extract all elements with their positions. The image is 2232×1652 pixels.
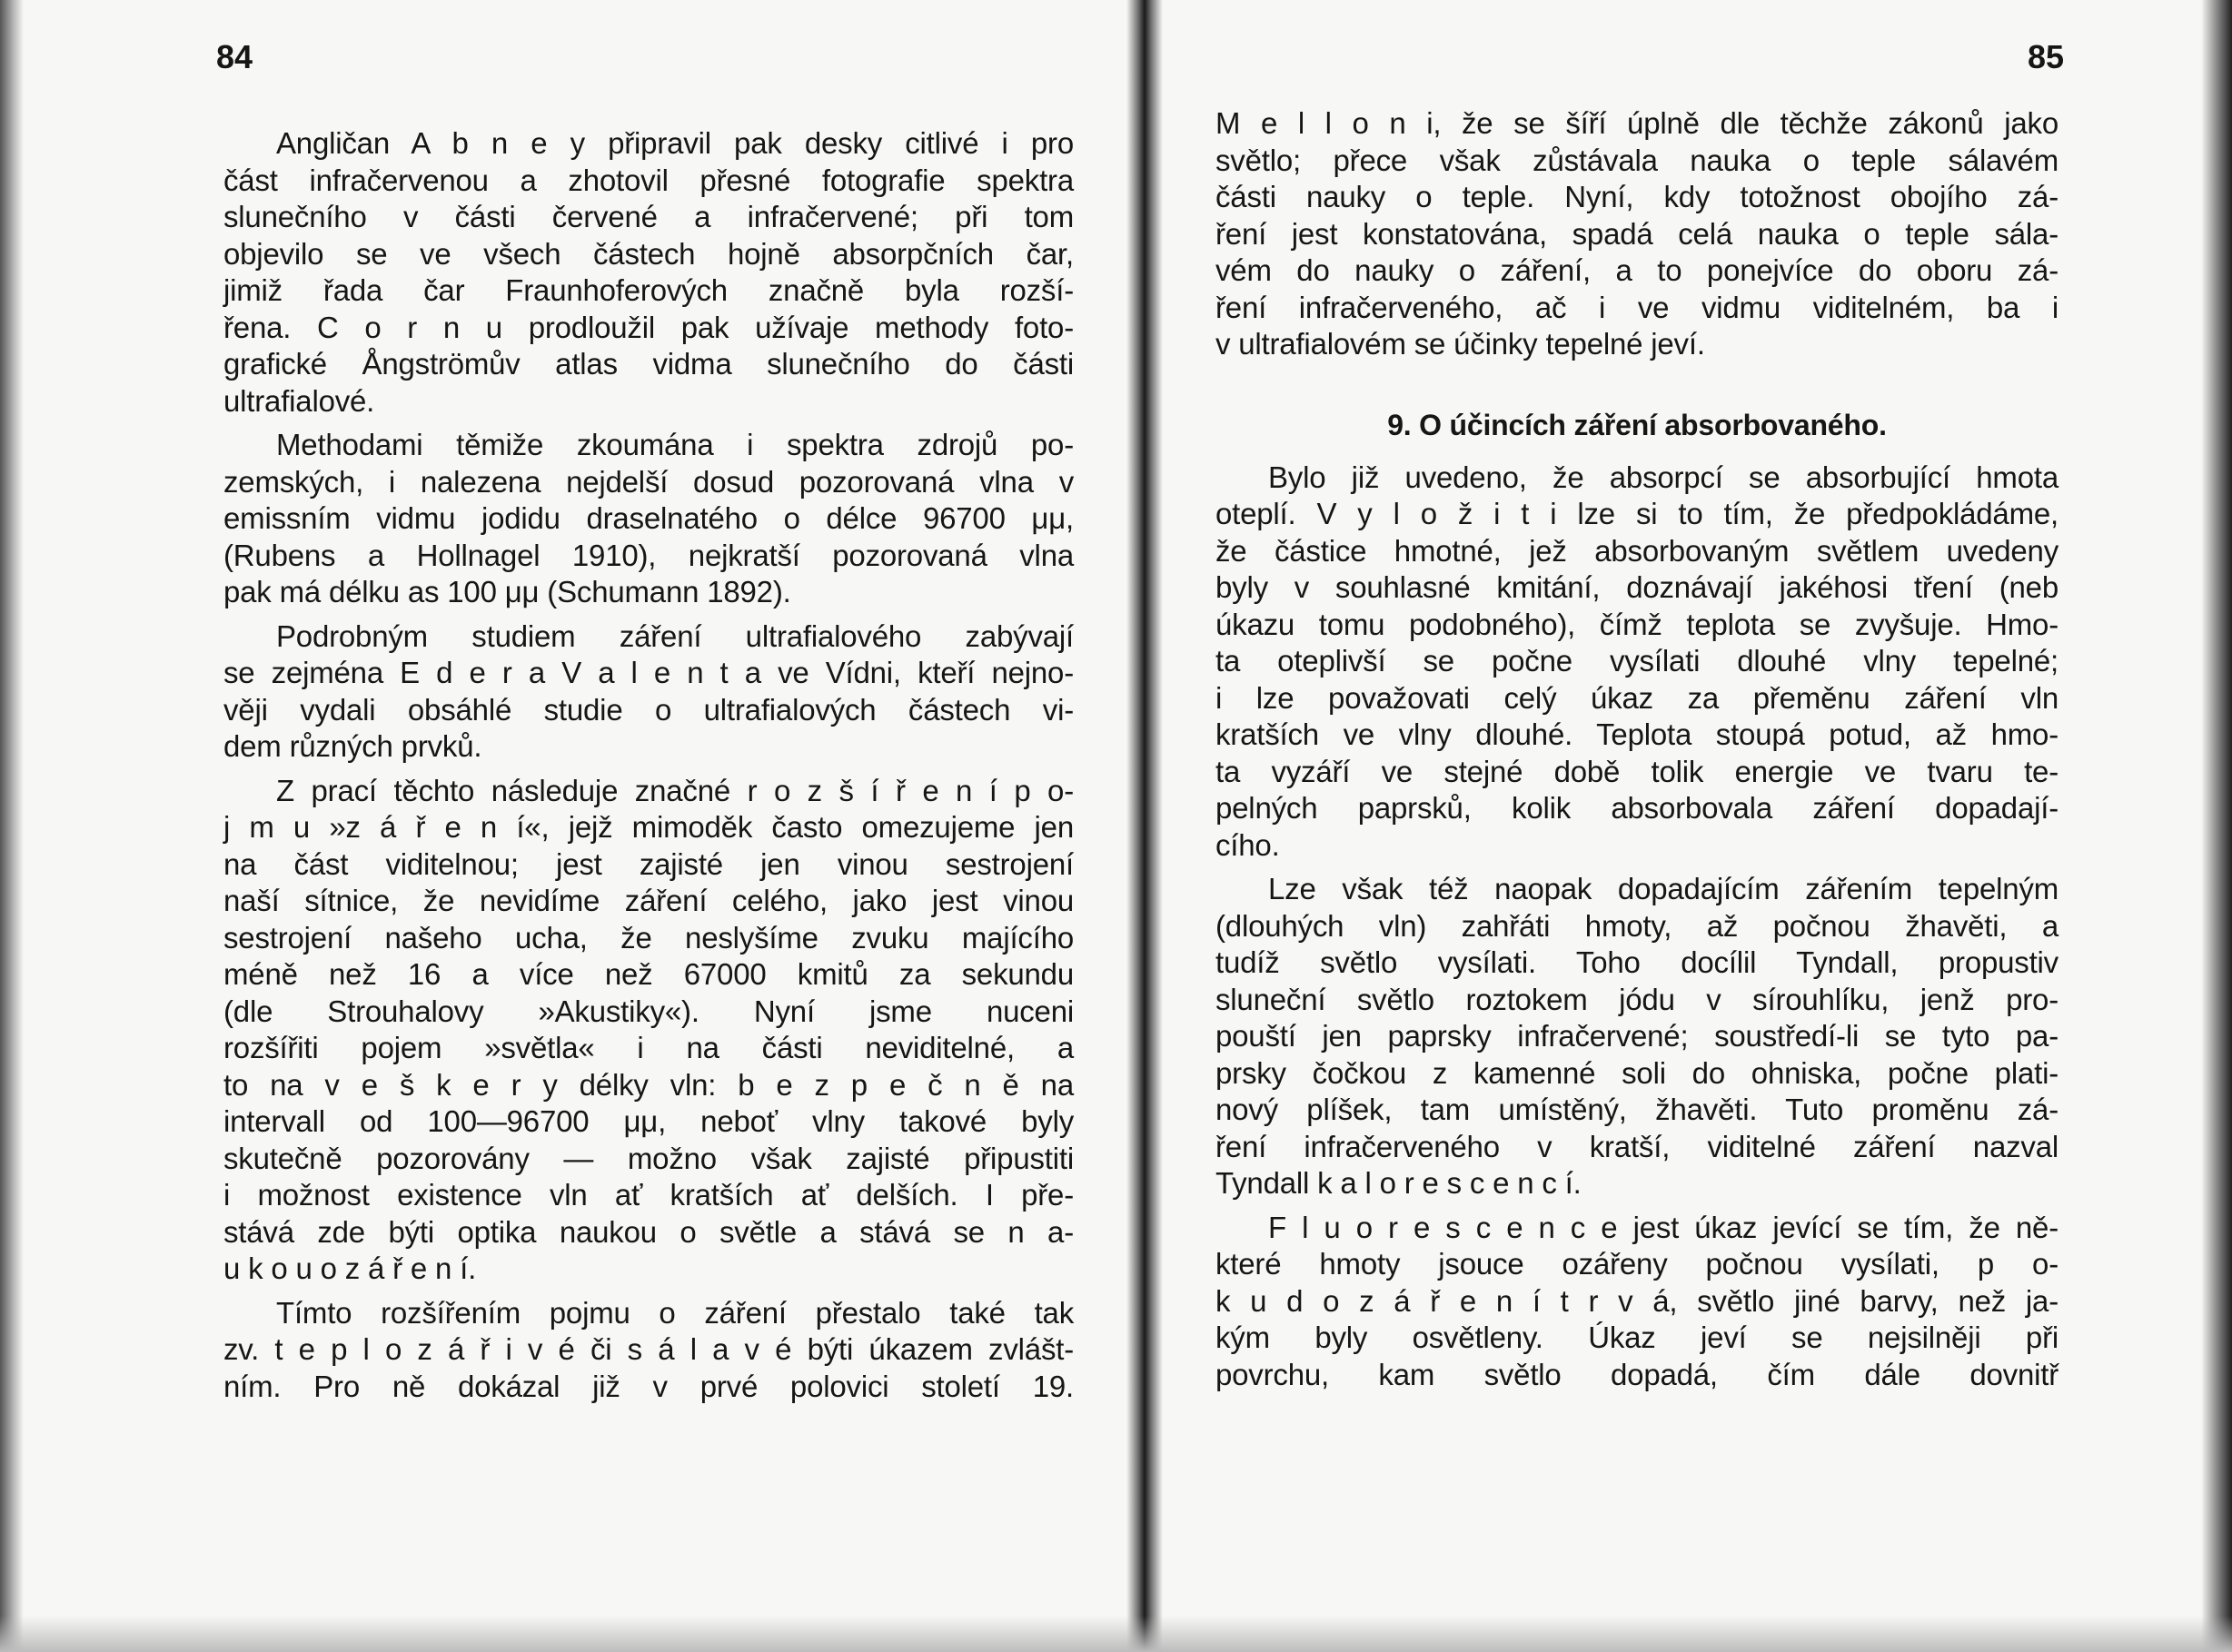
text-line: které hmoty jsouce ozářeny počnou vysílati, p o- [1215,1247,2058,1281]
text-line: Z prací těchto následuje značné r o z š í ř e n í p o- [276,773,1074,807]
text-line: pak má délku as 100 μμ (Schumann 1892). [223,575,791,608]
page-number-left: 84 [216,38,253,75]
text-line: grafické Ångströmův atlas vidma slunečního do části [223,347,1074,381]
bottom-shadow [0,1616,2232,1652]
text-line: F l u o r e s c e n c e jest úkaz jevící se tím, že ně- [1268,1210,2058,1244]
text-line: ta vyzáří ve stejné době tolik energie ve tvaru te- [1215,754,2058,788]
text-line: kratších ve vlny dlouhé. Teplota stoupá potud, až hmo- [1215,717,2058,751]
text-line: pouští jen paprsky infračervené; soustředí-li se tyto pa- [1215,1019,2058,1053]
text-line: tudíž světlo vysílati. Toho docílil Tyndall, propustiv [1215,945,2058,979]
text-line: Lze však též naopak dopadajícím zářením tepelným [1268,872,2058,905]
text-line: Angličan A b n e y připravil pak desky citlivé i pro [276,126,1074,160]
text-line: (Rubens a Hollnagel 1910), nejkratší pozorovaná vlna [223,538,1074,572]
text-line: byly v souhlasné kmitání, doznávají jakéhosi tření (neb [1215,570,2058,604]
section-heading: 9. O účincích záření absorbovaného. [1387,408,1887,441]
text-line: cího. [1215,827,1280,862]
text-line: ultrafialové. [223,383,375,418]
text-line: intervall od 100—96700 μμ, neboť vlny takové byly [223,1104,1074,1138]
text-line: části nauky o teple. Nyní, kdy totožnost obojího zá- [1215,180,2058,213]
text-line: Podrobným studiem záření ultrafialového zabývají [276,618,1074,653]
text-line: u k o u o z á ř e n í. [223,1251,477,1285]
text-line: Tímto rozšířením pojmu o záření přestalo také tak [276,1295,1074,1330]
text-line: ním. Pro ně dokázal již v prvé polovici století 19. [223,1369,1074,1403]
text-line: zv. t e p l o z á ř i v é či s á l a v é býti úkazem zvlášt- [223,1332,1074,1366]
right-text-after-heading [1215,460,2058,1394]
text-line: zemských, i nalezena nejdelší dosud pozorovaná vlna v [223,464,1074,499]
text-line: pelných paprsků, kolik absorbovala záření dopadají- [1215,791,2058,825]
text-line: světlo; přece však zůstávala nauka o teple sálavém [1215,143,2058,177]
text-line: objevilo se ve všech částech hojně absorpčních čar, [223,236,1074,271]
text-line: nový plíšek, tam umístěný, žhavěti. Tuto proměnu zá- [1215,1093,2058,1126]
text-line: Bylo již uvedeno, že absorpcí se absorbující hmota [1268,460,2058,494]
text-line: vém do nauky o záření, a to ponejvíce do oboru zá- [1215,253,2058,287]
text-line: věji vydali obsáhlé studie o ultrafialových částech vi- [223,692,1074,727]
text-line: emissním vidmu jodidu draselnatého o délce 96700 μμ, [223,501,1074,535]
text-line: oteplí. V y l o ž i t i lze si to tím, že předpokládáme, [1215,497,2058,530]
book-gutter [1126,0,1163,1652]
text-line: i lze považovati celý úkaz za přeměnu záření vln [1215,680,2058,715]
text-line: to na v e š k e r y délky vln: b e z p e č n ě na [223,1067,1074,1102]
text-line: řena. C o r n u prodloužil pak užívaje methody foto- [223,310,1074,344]
paragraph-gap [223,1288,1074,1295]
paragraph-gap [223,420,1074,427]
text-line: ření jest konstatována, spadá celá nauka o teple sála- [1215,216,2058,251]
right-page-text [1215,105,2058,1393]
left-page-text [223,125,1074,1405]
text-line: kým byly osvětleny. Úkaz jeví se nejsilněji při [1215,1321,2058,1354]
text-line: slunečního v části červené a infračervené; při tom [223,200,1074,233]
text-line: i možnost existence vln ať kratších ať delších. I pře- [223,1178,1074,1212]
text-line: povrchu, kam světlo dopadá, čím dále dovnitř [1215,1357,2058,1391]
text-line: sluneční světlo roztokem jódu v sírouhlíku, jenž pro- [1215,982,2058,1016]
text-line: (dlouhých vln) zahřáti hmoty, až počnou žhavěti, a [1215,908,2058,943]
text-line: M e l l o n i, že se šíří úplně dle těchže zákonů jako [1215,106,2058,140]
text-line: j m u »z á ř e n í«, jejž mimoděk často omezujeme jen [223,810,1074,844]
text-line: část infračervenou a zhotovil přesné fotografie spektra [223,163,1074,197]
text-line: dem různých prvků. [223,729,482,763]
text-line: v ultrafialovém se účinky tepelné jeví. [1215,327,1705,361]
text-line: k u d o z á ř e n í t r v á, světlo jiné barvy, než ja- [1215,1283,2058,1318]
text-line: jimiž řada čar Fraunhoferových značně byla rozší- [223,273,1074,307]
text-line: skutečně pozorovány — možno však zajisté připustiti [223,1141,1074,1175]
text-line: (dle Strouhalovy »Akustiky«). Nyní jsme nuceni [223,994,1074,1028]
text-line: prsky čočkou z kamenné soli do ohniska, počne plati- [1215,1055,2058,1090]
page-number-right: 85 [2028,38,2065,75]
text-line: sestrojení našeho ucha, že neslyšíme zvuku majícího [223,920,1074,955]
text-line: ření infračerveného, ač i ve vidmu viditelném, ba i [1215,290,2058,324]
paragraph-gap [1215,864,2058,871]
right-text-before-heading [1215,105,2058,363]
text-line: Tyndall k a l o r e s c e n c í. [1215,1166,1582,1200]
paragraph-gap [1215,1202,2058,1210]
text-line: na část viditelnou; jest zajisté jen vinou sestrojení [223,846,1074,881]
text-line: úkazu tomu podobného), čímž teplota se zvyšuje. Hmo- [1215,607,2058,641]
text-line: ření infračerveného v kratší, viditelné záření nazval [1215,1129,2058,1163]
text-line: Methodami těmiže zkoumána i spektra zdrojů po- [276,428,1074,461]
text-line: se zejména E d e r a V a l e n t a ve Vídni, kteří nejno- [223,656,1074,689]
text-line: rozšířiti pojem »světla« i na části neviditelné, a [223,1031,1074,1064]
left-page-edge [0,0,24,1652]
text-line: ta oteplivší se počne vysílati dlouhé vlny tepelné; [1215,644,2058,678]
text-line: stává zde býti optika naukou o světle a stává se n a- [223,1214,1074,1249]
paragraph-gap [223,611,1074,618]
text-line: naší sítnice, že nevidíme záření celého, jako jest vinou [223,884,1074,917]
paragraph-gap [223,766,1074,773]
text-line: méně než 16 a více než 67000 kmitů za sekundu [223,957,1074,991]
right-page-edge [2201,0,2232,1652]
text-line: že částice hmotné, jež absorbovaným světlem uvedeny [1215,533,2058,568]
